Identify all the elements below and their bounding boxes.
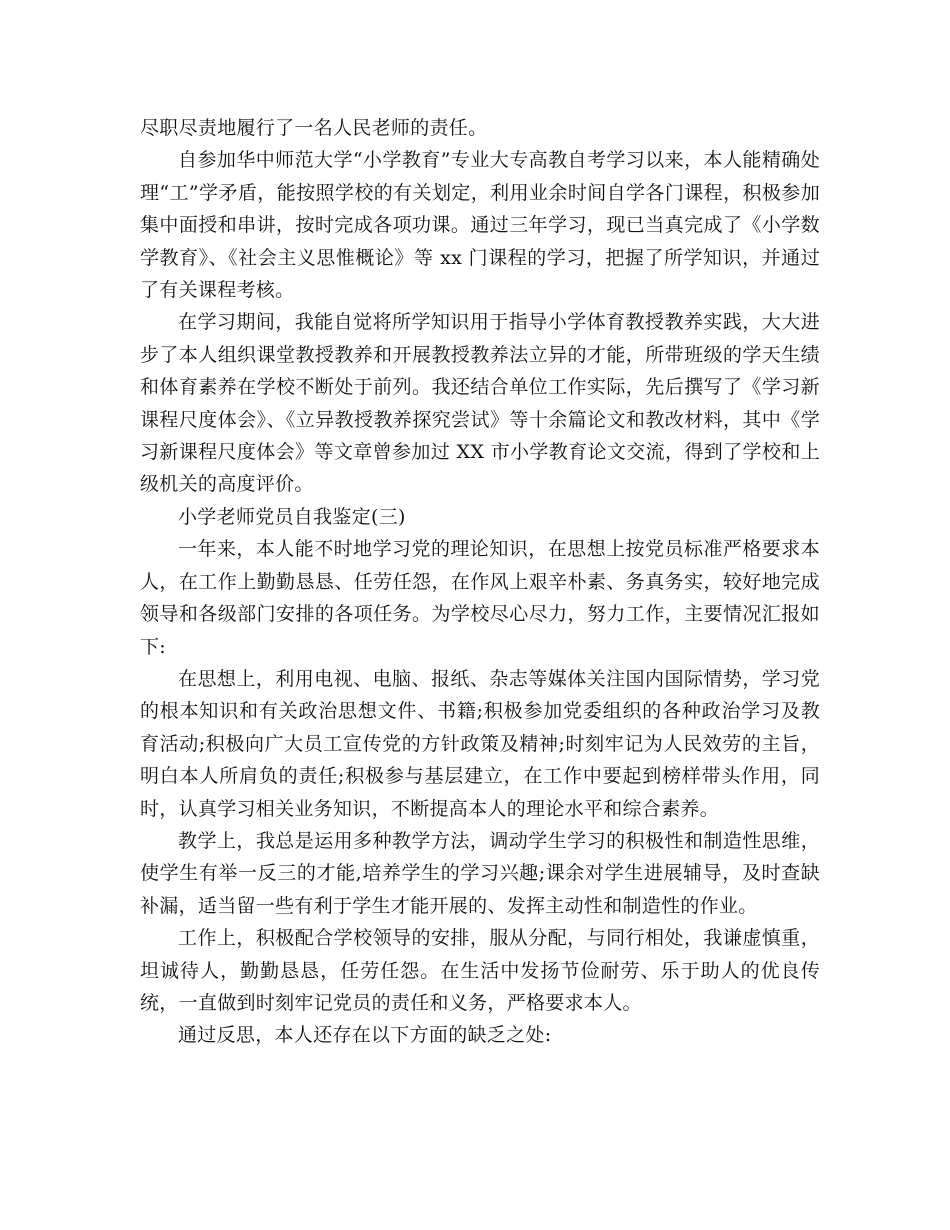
paragraph-reflection: 通过反思，本人还存在以下方面的缺乏之处: (178, 1024, 552, 1047)
paragraph-teaching: 教学上，我总是运用多种教学方法，调动学生学习的积极性和制造性思维，使学生有举一反三的才能,培养学生的学习兴趣;课余对学生进展辅导，及时查缺补漏，适当留一些有利于学生才能开展的、发挥主动性和制造性的作业。 (140, 829, 820, 917)
paragraph-self-study: 自参加华中师范大学“小学教育”专业大专高教自考学习以来，本人能精确处理“工”学矛盾，能按照学校的有关划定，利用业余时间自学各门课程，积极参加集中面授和串讲，按时完成各项功课。通过三年学习，现已当真完成了《小学数学教育》、《社会主义思惟概论》等 xx 门课程的学习，把握了所学知识，并通过了有关课程考核。 (140, 149, 820, 302)
document-page (140, 112, 820, 1052)
paragraph-study-period: 在学习期间，我能自觉将所学知识用于指导小学体育教授教养实践，大大进步了本人组织课堂教授教养和开展教授教养法立异的才能，所带班级的学天生绩和体育素养在学校不断处于前列。我还结合单位工作实际，先后撰写了《学习新课程尺度体会》、《立异教授教养探究尝试》等十余篇论文和教改材料，其中《学习新课程尺度体会》等文章曾参加过 XX 市小学教育论文交流，得到了学校和上级机关的高度评价。 (140, 311, 820, 496)
paragraph-year-summary: 一年来，本人能不时地学习党的理论知识，在思想上按党员标准严格要求本人，在工作上勤勤恳恳、任劳任怨，在作风上艰辛朴素、务真务实，较好地完成领导和各级部门安排的各项任务。为学校尽心尽力，努力工作，主要情况汇报如下: (140, 538, 820, 658)
paragraph-ideology: 在思想上，利用电视、电脑、报纸、杂志等媒体关注国内国际情势，学习党的根本知识和有关政治思想文件、书籍;积极参加党委组织的各种政治学习及教育活动;积极向广大员工宣传党的方针政策及精神;时刻牢记为人民效劳的主旨，明白本人所肩负的责任;积极参与基层建立，在工作中要起到榜样带头作用，同时，认真学习相关业务知识，不断提高本人的理论水平和综合素养。 (140, 667, 820, 820)
section-heading: 小学老师党员自我鉴定(三) (178, 505, 406, 528)
paragraph-work: 工作上，积极配合学校领导的安排，服从分配，与同行相处，我谦虚慎重，坦诚待人，勤勤恳恳，任劳任怨。在生活中发扬节俭耐劳、乐于助人的优良传统，一直做到时刻牢记党员的责任和义务，严格要求本人。 (140, 927, 820, 1014)
paragraph-continuation: 尽职尽责地履行了一名人民老师的责任。 (140, 117, 488, 139)
